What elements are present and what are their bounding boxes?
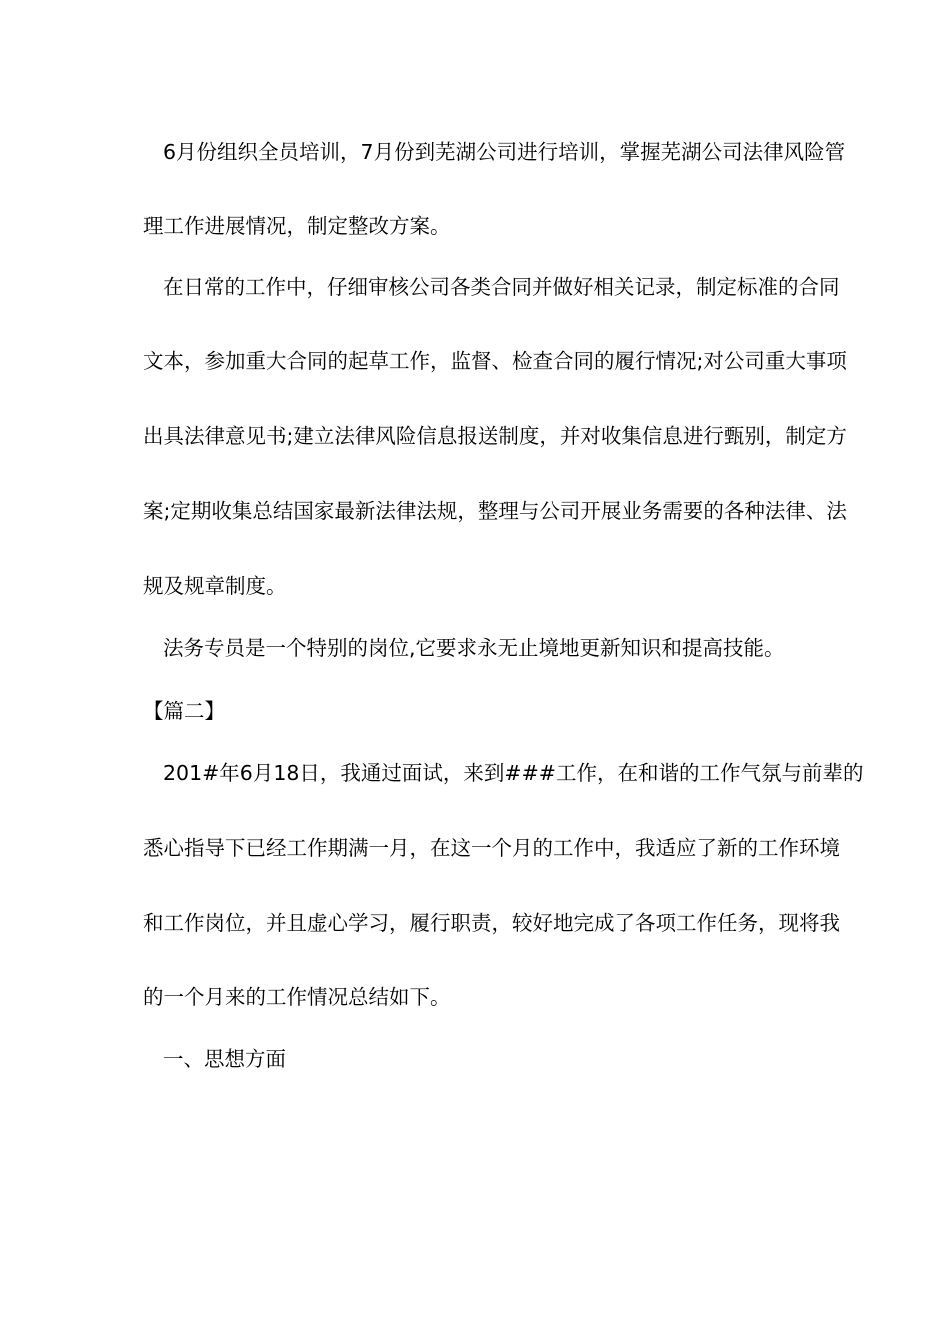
- paragraph-line: 6月份组织全员培训，7月份到芜湖公司进行培训，掌握芜湖公司法律风险管: [163, 140, 846, 164]
- paragraph-line: 规及规章制度。: [143, 574, 287, 598]
- paragraph-line: 文本，参加重大合同的起草工作，监督、检查合同的履行情况;对公司重大事项: [143, 349, 847, 373]
- section-heading: 【篇二】: [143, 699, 225, 723]
- paragraph-line: 在日常的工作中，仔细审核公司各类合同并做好相关记录，制定标准的合同: [163, 275, 840, 299]
- paragraph-line: 案;定期收集总结国家最新法律法规，整理与公司开展业务需要的各种法律、法: [143, 499, 847, 523]
- paragraph-line: 201#年6月18日，我通过面试，来到###工作，在和谐的工作气氛与前辈的: [163, 761, 864, 785]
- paragraph-line: 和工作岗位，并且虚心学习，履行职责，较好地完成了各项工作任务，现将我: [143, 911, 840, 935]
- paragraph-line: 悉心指导下已经工作期满一月，在这一个月的工作中，我适应了新的工作环境: [143, 836, 840, 860]
- paragraph-line: 的一个月来的工作情况总结如下。: [143, 985, 451, 1009]
- paragraph-line: 出具法律意见书;建立法律风险信息报送制度，并对收集信息进行甄别，制定方: [143, 424, 847, 448]
- paragraph-line: 理工作进展情况，制定整改方案。: [143, 214, 451, 238]
- paragraph-line: 法务专员是一个特别的岗位,它要求永无止境地更新知识和提高技能。: [163, 636, 785, 660]
- subsection-heading: 一、思想方面: [163, 1047, 286, 1071]
